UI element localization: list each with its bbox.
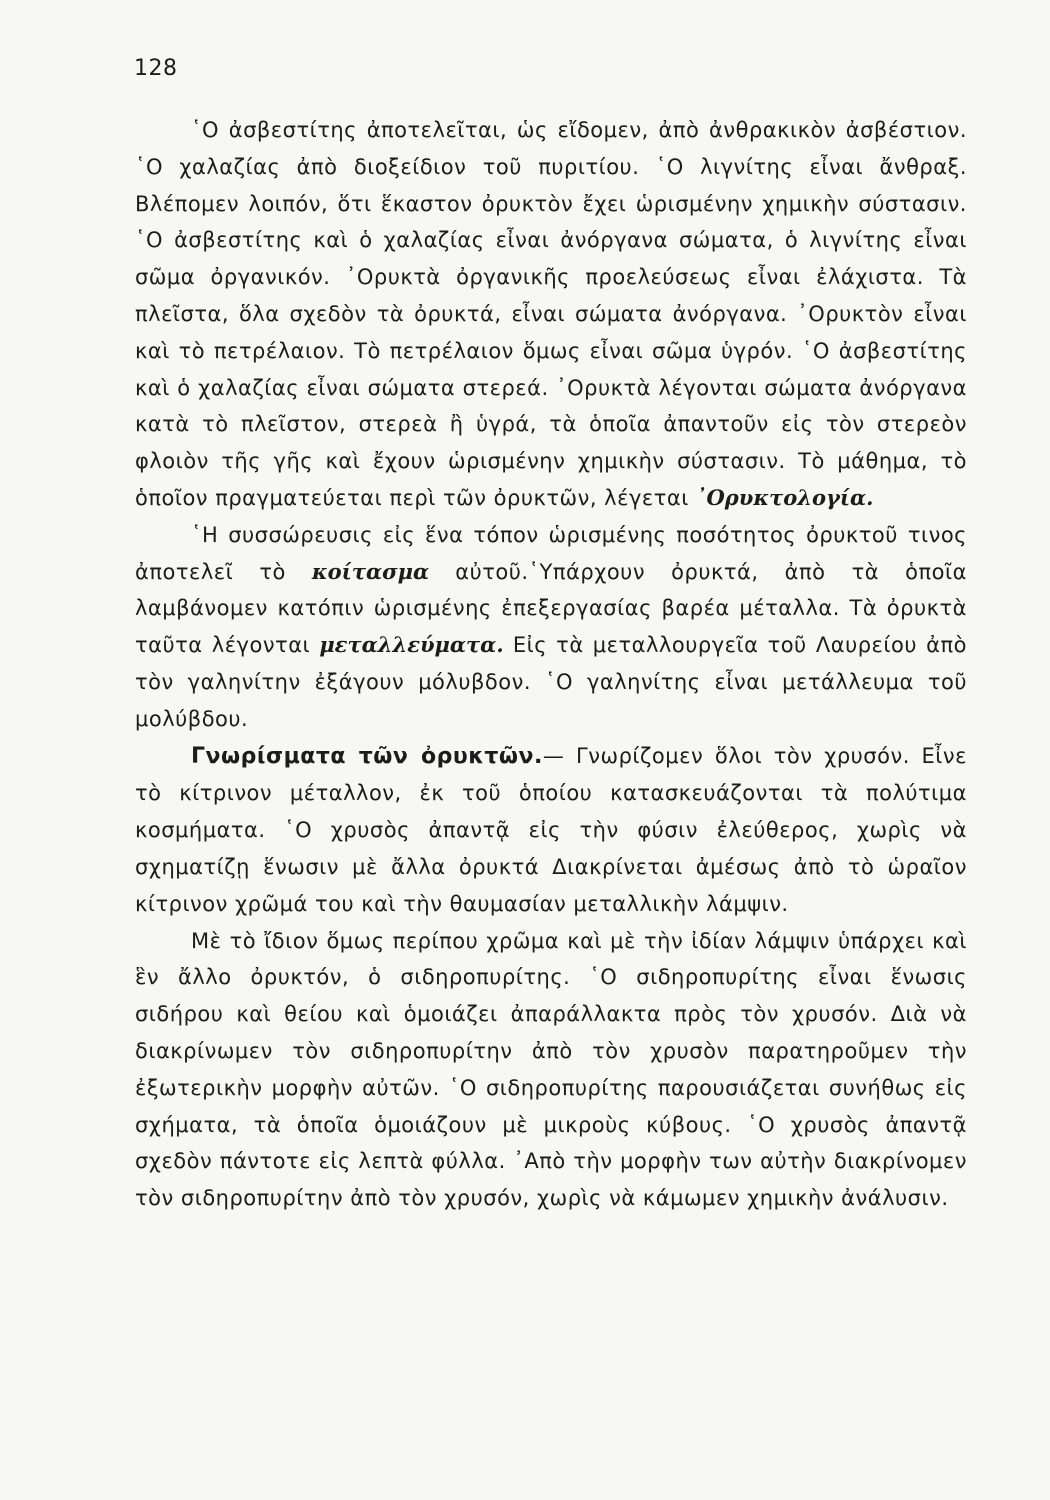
- paragraph-minerals-definition: [135, 112, 967, 517]
- paragraph-text: Μὲ τὸ ἴδιον ὅμως περίπου χρῶμα καὶ μὲ τὴν ἰδίαν λάμψιν ὑπάρχει καὶ ἓν ἄλλο ὀρυκτόν, ὁ σιδηροπυρίτης. ῾Ο σιδηροπυρίτης εἶναι ἕνωσις σιδήρου καὶ θείου καὶ ὁμοιάζει ἀπαράλλακτα πρὸς τὸν χρυσόν. Διὰ νὰ διακρίνωμεν τὸν σιδηροπυρίτην ἀπὸ τὸν χρυσὸν παρατηροῦμεν τὴν ἐξωτερικὴν μορφὴν αὐτῶν. ῾Ο σιδηροπυρίτης παρουσιάζεται συνήθως εἰς σχήματα, τὰ ὁποῖα ὁμοιάζουν μὲ μικροὺς κύβους. ῾Ο χρυσὸς ἀπαντᾷ σχεδὸν πάντοτε εἰς λεπτὰ φύλλα. ᾿Απὸ τὴν μορφὴν των αὐτὴν διακρίνομεν τὸν σιδηροπυρίτην ἀπὸ τὸν χρυσόν, χωρὶς νὰ κάμωμεν χημικὴν ἀνάλυσιν.: [135, 928, 967, 1211]
- paragraph-characteristics: [135, 738, 967, 923]
- section-heading: Γνωρίσματα τῶν ὀρυκτῶν.: [191, 743, 543, 769]
- page-number: 128: [134, 56, 178, 81]
- term-metalleumata: μεταλλεύματα.: [319, 632, 504, 658]
- paragraph-text: αὐτοῦ.῾Υπάρχουν ὀρυκτά, ἀπὸ τὰ ὁποῖα λαμβάνομεν κατόπιν ὡρισμένης ἐπεξεργασίας βαρέα μέταλλα. Τὰ ὀρυκτὰ ταῦτα λέγονται: [135, 559, 967, 658]
- term-oryktologia: ᾿Ορυκτολογία.: [696, 484, 874, 510]
- paragraph-text: Γνωρίζομεν ὅλοι τὸν χρυσόν. Εἶνε τὸ κίτρινον μέταλλον, ἐκ τοῦ ὁποίου κατασκευάζονται τὰ πολύτιμα κοσμήματα. ῾Ο χρυσὸς ἀπαντᾷ εἰς τὴν φύσιν ἐλεύθερος, χωρὶς νὰ σχηματίζῃ ἕνωσιν μὲ ἄλλα ὀρυκτά Διακρίνεται ἀμέσως ἀπὸ τὸ ὡραῖον κίτρινον χρῶμά του καὶ τὴν θαυμασίαν μεταλλικὴν λάμψιν.: [135, 743, 967, 916]
- paragraph-text: Εἰς τὰ μεταλλουργεῖα τοῦ Λαυρείου ἀπὸ τὸν γαληνίτην ἐξάγουν μόλυβδον. ῾Ο γαληνίτης εἶναι μετάλλευμα τοῦ μολύβδου.: [135, 633, 967, 731]
- paragraph-text: ῾Ο ἀσβεστίτης ἀποτελεῖται, ὡς εἴδομεν, ἀπὸ ἀνθρακικὸν ἀσβέστιον. ῾Ο χαλαζίας ἀπὸ διοξείδιον τοῦ πυριτίου. ῾Ο λιγνίτης εἶναι ἄνθραξ. Βλέπομεν λοιπόν, ὅτι ἕκαστον ὀρυκτὸν ἔχει ὡρισμένην χημικὴν σύστασιν. ῾Ο ἀσβεστίτης καὶ ὁ χαλαζίας εἶναι ἀνόργανα σώματα, ὁ λιγνίτης εἶναι σῶμα ὀργανικόν. ᾿Ορυκτὰ ὀργανικῆς προελεύσεως εἶναι ἐλάχιστα. Τὰ πλεῖστα, ὅλα σχεδὸν τὰ ὀρυκτά, εἶναι σώματα ἀνόργανα. ᾿Ορυκτὸν εἶναι καὶ τὸ πετρέλαιον. Τὸ πετρέλαιον ὅμως εἶναι σῶμα ὑγρόν. ῾Ο ἀσβεστίτης καὶ ὁ χαλαζίας εἶναι σώματα στερεά. ᾿Ορυκτὰ λέγονται σώματα ἀνόργανα κατὰ τὸ πλεῖστον, στερεὰ ἢ ὑγρά, τὰ ὁποῖα ἀπαντοῦν εἰς τὸν στερεὸν φλοιὸν τῆς γῆς καὶ ἔχουν ὡρισμένην χημικὴν σύστασιν. Τὸ μάθημα, τὸ ὁποῖον πραγματεύεται περὶ τῶν ὀρυκτῶν, λέγεται: [135, 118, 967, 510]
- term-koitasma: κοίτασμα: [311, 558, 430, 584]
- paragraph-text: ῾Η συσσώρευσις εἰς ἕνα τόπον ὡρισμένης ποσότητος ὀρυκτοῦ τινος ἀποτελεῖ τὸ: [135, 522, 967, 584]
- body-text: [135, 112, 967, 1217]
- paragraph-deposits: [135, 517, 967, 738]
- heading-dash: —: [542, 743, 577, 768]
- paragraph-pyrite: [135, 923, 967, 1217]
